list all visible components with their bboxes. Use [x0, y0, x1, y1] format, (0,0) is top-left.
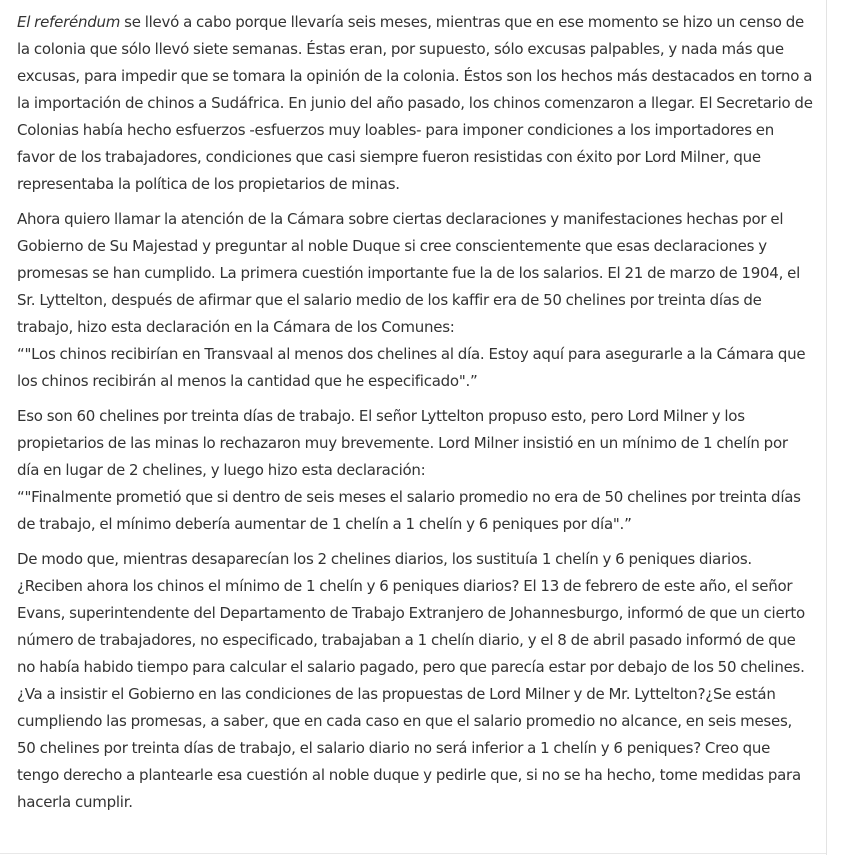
paragraph-salaries: Ahora quiero llamar la atención de la Cámara sobre ciertas declaraciones y manifestaciones hechas por el Gobierno de Su Majestad y preguntar al noble Duque si cree conscientemente que esas declaraciones y promesas se han cumplido. La primera cuestión importante fue la de los salarios. El 21 de marzo de 1904, el Sr. Lyttelton, después de afirmar que el salario medio de los kaffir era de 50 chelines por treinta días de trabajo, hizo esta declaración en la Cámara de los Comunes:: [17, 210, 801, 336]
quote-milner: “"Finalmente prometió que si dentro de seis meses el salario promedio no era de 50 chelines por treinta días de trabajo, el mínimo debería aumentar de 1 chelín a 1 chelín y 6 peniques por día".”: [17, 488, 801, 533]
right-border-divider: [826, 0, 827, 855]
paragraph-milner: Eso son 60 chelines por treinta días de trabajo. El señor Lyttelton propuso esto, pero Lord Milner y los propietarios de las minas lo rechazaron muy brevemente. Lord Milner insistió en un mínimo de 1 chelín por día en lugar de 2 chelines, y luego hizo esta declaración:: [17, 407, 788, 479]
paragraph-text: se llevó a cabo porque llevaría seis meses, mientras que en ese momento se hizo un censo de la colonia que sólo llevó siete semanas. Éstas eran, por supuesto, sólo excusas palpables, y nada más que excusas, para impedir que se tomara la opinión de la colonia. Éstos son los hechos más destacados en torno a la importación de chinos a Sudáfrica. En junio del año pasado, los chinos comenzaron a llegar. El Secretario de Colonias había hecho esfuerzos -esfuerzos muy loables- para imponer condiciones a los importadores en favor de los trabajadores, condiciones que casi siempre fueron resistidas con éxito por Lord Milner, que representaba la política de los propietarios de minas.: [17, 13, 813, 193]
paragraph-evans: De modo que, mientras desaparecían los 2 chelines diarios, los sustituía 1 chelín y 6 peniques diarios. ¿Reciben ahora los chinos el mínimo de 1 chelín y 6 peniques diarios? El 13 de febrero de este año, el señor Evans, superintendente del Departamento de Trabajo Extranjero de Johannesburgo, informó de que un cierto número de trabajadores, no especificado, trabajaban a 1 chelín diario, y el 8 de abril pasado informó de que no había habido tiempo para calcular el salario pagado, pero que parecía estar por debajo de los 50 chelines. ¿Va a insistir el Gobierno en las condiciones de las propuestas de Lord Milner y de Mr. Lyttelton?¿Se están cumpliendo las promesas, a saber, que en cada caso en que el salario promedio no alcance, en seis meses, 50 chelines por treinta días de trabajo, el salario diario no será inferior a 1 chelín y 6 peniques? Creo que tengo derecho a plantearle esa cuestión al noble duque y pedirle que, si no se ha hecho, tome medidas para hacerla cumplir.: [17, 550, 805, 811]
quote-lyttelton: “"Los chinos recibirían en Transvaal al menos dos chelines al día. Estoy aquí para asegurarle a la Cámara que los chinos recibirán al menos la cantidad que he especificado".”: [17, 345, 806, 390]
italic-lead-term: El referéndum: [17, 13, 121, 31]
bottom-divider: [0, 853, 826, 854]
paragraph-referendum: [17, 9, 813, 198]
